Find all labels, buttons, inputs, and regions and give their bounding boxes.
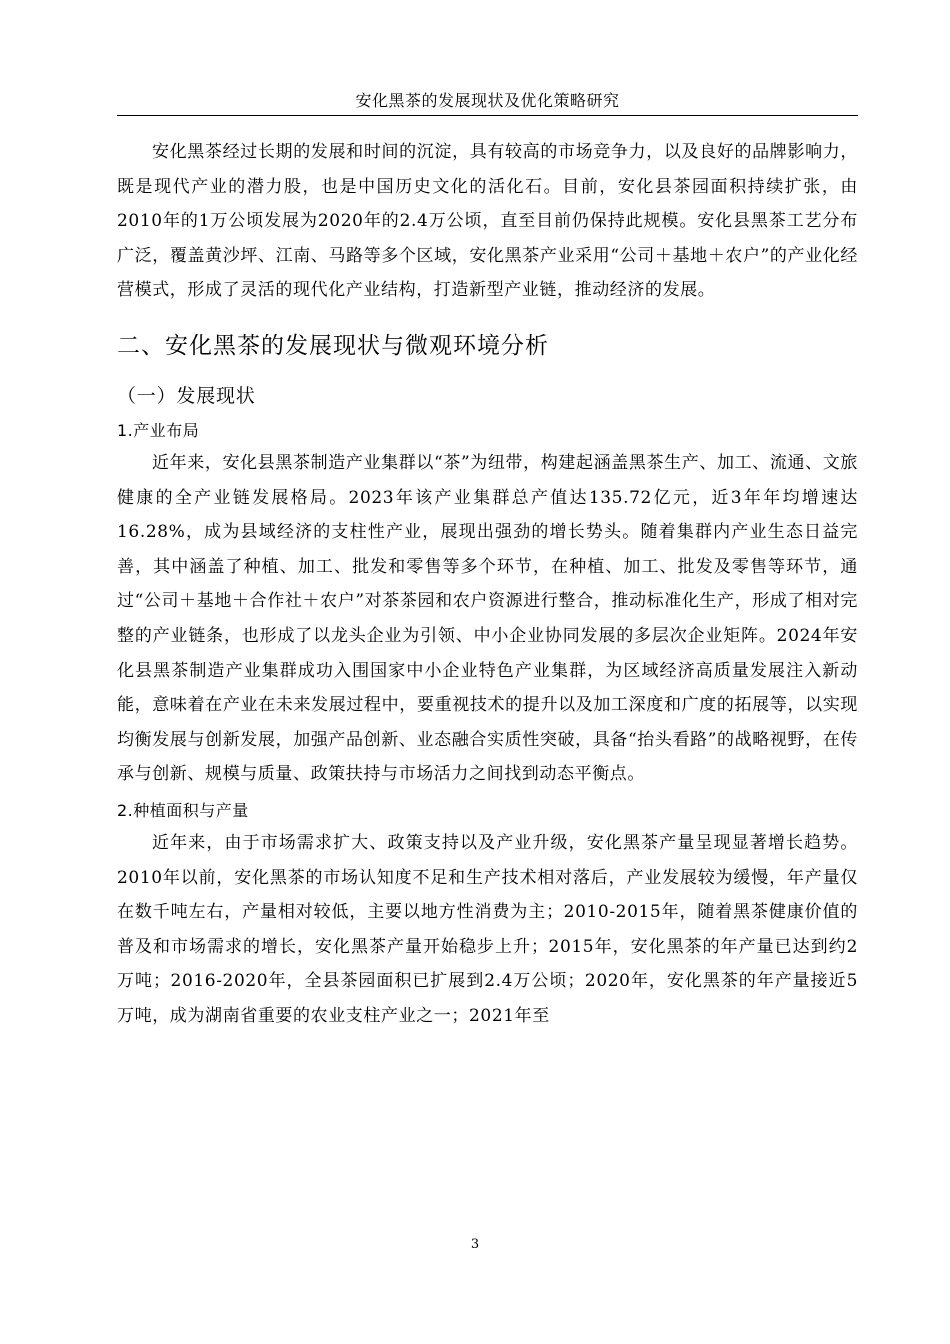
industry-layout-paragraph: 近年来，安化县黑茶制造产业集群以“茶”为纽带，构建起涵盖黑茶生产、加工、流通、文旅健康的全产业链发展格局。2023年该产业集群总产值达135.72亿元，近3年年均增速达16.28%，成为县域经济的支柱性产业，展现出强劲的增长势头。随着集群内产业生态日益完善，其中涵盖了种植、加工、批发和零售等多个环节，在种植、加工、批发及零售等环节，通过“公司＋基地＋合作社＋农户”对茶茶园和农户资源进行整合，推动标准化生产，形成了相对完整的产业链条，也形成了以龙头企业为引领、中小企业协同发展的多层次企业矩阵。2024年安化县黑茶制造产业集群成功入围国家中小企业特色产业集群，为区域经济高质量发展注入新动能，意味着在产业在未来发展过程中，要重视技术的提升以及加工深度和广度的拓展等，以实现均衡发展与创新发展，加强产品创新、业态融合实质性突破，具备“抬头看路”的战略视野，在传承与创新、规模与质量、政策扶持与市场活力之间找到动态平衡点。 [117, 452, 858, 785]
topic-heading-planting-area: 2.种植面积与产量 [117, 800, 249, 820]
planting-area-paragraph: 近年来，由于市场需求扩大、政策支持以及产业升级，安化黑茶产量呈现显著增长趋势。2010年以前，安化黑茶的市场认知度不足和生产技术相对落后，产业发展较为缓慢，年产量仅在数千吨左右，产量相对较低，主要以地方性消费为主；2010-2015年，随着黑茶健康价值的普及和市场需求的增长，安化黑茶产量开始稳步上升；2015年，安化黑茶的年产量已达到约2万吨；2016-2020年，全县茶园面积已扩展到2.4万公顷；2020年，安化黑茶的年产量接近5万吨，成为湖南省重要的农业支柱产业之一；2021年至 [117, 832, 858, 1026]
topic-heading-industry-layout: 1.产业布局 [117, 420, 200, 440]
header-divider [117, 115, 858, 116]
page-content [117, 135, 858, 1033]
page-number: 3 [470, 1237, 480, 1252]
section-heading: 二、安化黑茶的发展现状与微观环境分析 [117, 332, 549, 359]
intro-paragraph: 安化黑茶经过长期的发展和时间的沉淀，具有较高的市场竞争力，以及良好的品牌影响力，既是现代产业的潜力股，也是中国历史文化的活化石。目前，安化县茶园面积持续扩张，由2010年的1万公顷发展为2020年的2.4万公顷，直至目前仍保持此规模。安化县黑茶工艺分布广泛，覆盖黄沙坪、江南、马路等多个区域，安化黑茶产业采用“公司＋基地＋农户”的产业化经营模式，形成了灵活的现代化产业结构，打造新型产业链，推动经济的发展。 [117, 142, 858, 301]
running-header-title: 安化黑茶的发展现状及优化策略研究 [355, 91, 620, 110]
subsection-heading: （一）发展现状 [117, 384, 256, 407]
